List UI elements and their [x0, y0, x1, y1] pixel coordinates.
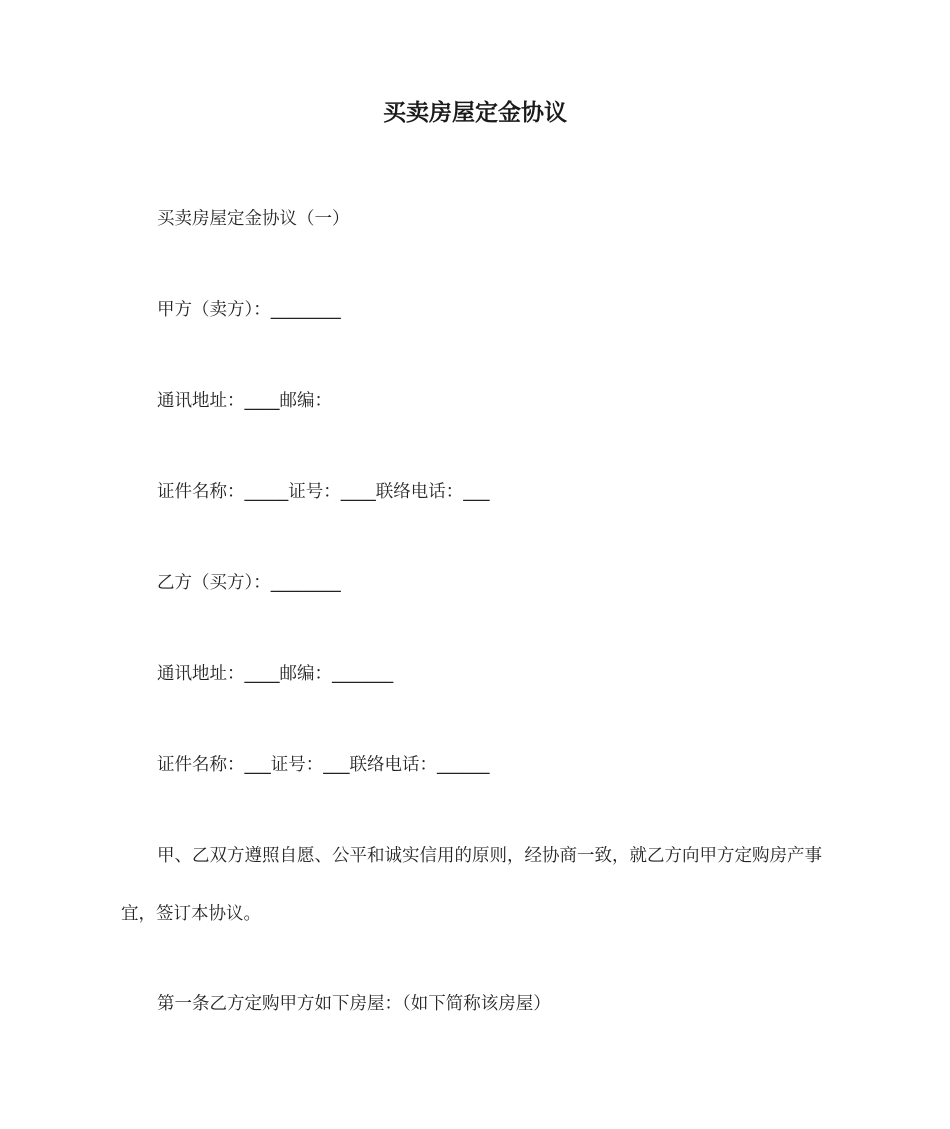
- party-a-line: 甲方（卖方）：________: [157, 300, 341, 320]
- party-a-id-line: 证件名称：_____证号：____联络电话：___: [157, 482, 490, 502]
- section-heading: 买卖房屋定金协议（一）: [157, 209, 350, 229]
- party-a-address-line: 通讯地址：____邮编：: [157, 391, 332, 411]
- party-b-id-line: 证件名称：___证号：___联络电话：______: [157, 755, 490, 775]
- article-one: 第一条乙方定购甲方如下房屋：（如下简称该房屋）: [157, 994, 551, 1014]
- document-title: 买卖房屋定金协议: [383, 100, 567, 126]
- party-b-line: 乙方（买方）：________: [157, 573, 341, 593]
- party-b-address-line: 通讯地址：____邮编：_______: [157, 664, 394, 684]
- agreement-preamble: 甲、乙双方遵照自愿、公平和诚实信用的原则，经协商一致，就乙方向甲方定购房产事宜，签订本协议。: [121, 846, 822, 924]
